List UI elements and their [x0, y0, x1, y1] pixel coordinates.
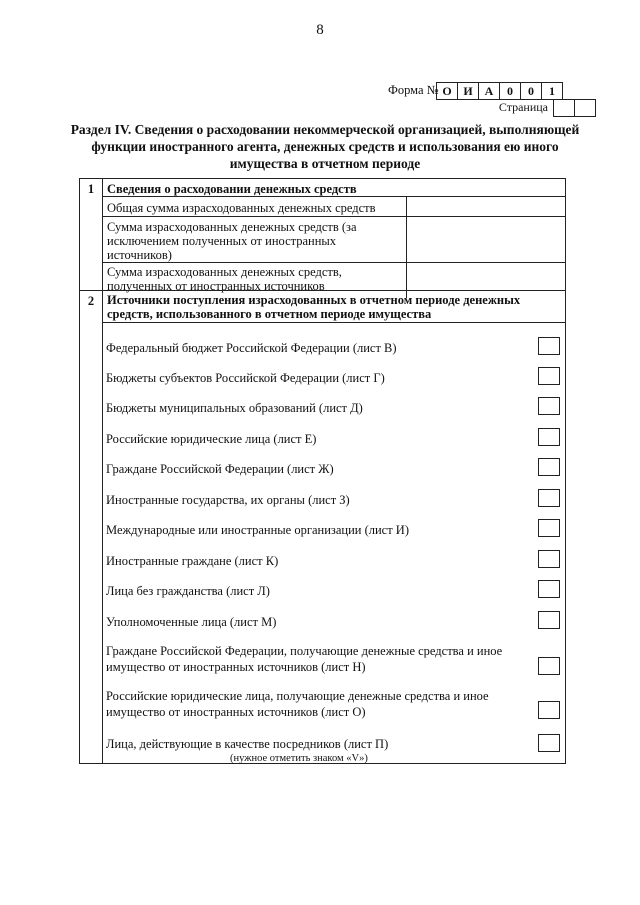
source-municipal-budgets: Бюджеты муниципальных образований (лист Д) [106, 401, 363, 415]
form-code-cell: 1 [541, 82, 563, 100]
number-column-divider [102, 179, 103, 763]
checkbox-authorized-persons[interactable] [538, 611, 560, 629]
checkbox-entities-receiving-foreign-funds[interactable] [538, 701, 560, 719]
page-cell[interactable] [574, 99, 596, 117]
source-entities-receiving-foreign-funds: Российские юридические лица, получающие денежные средства и иное имущество от иностранных источников (лист О) [106, 689, 489, 719]
divider [80, 290, 565, 291]
block-1-row-non-foreign: Сумма израсходованных денежных средств (за исключением полученных от иностранных источников) [107, 220, 357, 262]
form-code-cells [437, 82, 563, 100]
source-stateless-persons: Лица без гражданства (лист Л) [106, 584, 270, 598]
block-1-row-foreign: Сумма израсходованных денежных средств, полученных от иностранных источников [107, 265, 342, 293]
source-regional-budgets: Бюджеты субъектов Российской Федерации (лист Г) [106, 371, 385, 385]
divider [102, 196, 565, 197]
source-authorized-persons: Уполномоченные лица (лист М) [106, 615, 277, 629]
page-number: 8 [316, 22, 324, 38]
divider [102, 262, 565, 263]
form-code-cell: О [436, 82, 458, 100]
form-code-cell: 0 [499, 82, 521, 100]
checkbox-citizens-receiving-foreign-funds[interactable] [538, 657, 560, 675]
block-1-header: Сведения о расходовании денежных средств [107, 182, 357, 196]
page-cell[interactable] [553, 99, 575, 117]
divider [102, 322, 565, 323]
source-foreign-citizens: Иностранные граждане (лист К) [106, 554, 279, 568]
checkbox-russian-citizens[interactable] [538, 458, 560, 476]
source-russian-legal-entities: Российские юридические лица (лист Е) [106, 432, 317, 446]
checkbox-regional-budgets[interactable] [538, 367, 560, 385]
value-total-field[interactable] [407, 204, 557, 214]
value-non-foreign-field[interactable] [407, 221, 557, 259]
source-russian-citizens: Граждане Российской Федерации (лист Ж) [106, 462, 334, 476]
divider [102, 216, 565, 217]
checkbox-intermediaries[interactable] [538, 734, 560, 752]
source-federal-budget: Федеральный бюджет Российской Федерации (лист В) [106, 341, 397, 355]
checkbox-stateless-persons[interactable] [538, 580, 560, 598]
block-2-header: Источники поступления израсходованных в отчетном периоде денежных средств, использованного в отчетном периоде имущества [107, 293, 521, 321]
report-table [79, 178, 566, 764]
page-field [468, 99, 596, 117]
form-code-cell: 0 [520, 82, 542, 100]
form-code-cell: А [478, 82, 500, 100]
form-code-cell: И [457, 82, 479, 100]
checkbox-foreign-states[interactable] [538, 489, 560, 507]
checkbox-foreign-citizens[interactable] [538, 550, 560, 568]
source-citizens-receiving-foreign-funds: Граждане Российской Федерации, получающие денежные средства и иное имущество от иностранных источников (лист Н) [106, 644, 503, 674]
checkbox-federal-budget[interactable] [538, 337, 560, 355]
form-number-label: Форма № [388, 83, 439, 97]
checkbox-note: (нужное отметить знаком «V») [230, 753, 368, 764]
source-intermediaries: Лица, действующие в качестве посредников (лист П) [106, 737, 389, 751]
checkbox-municipal-budgets[interactable] [538, 397, 560, 415]
checkbox-international-organizations[interactable] [538, 519, 560, 537]
source-international-organizations: Международные или иностранные организации (лист И) [106, 523, 409, 537]
source-foreign-states: Иностранные государства, их органы (лист З) [106, 493, 350, 507]
section-title: Раздел IV. Сведения о расходовании некоммерческой организацией, выполняющей функции иностранного агента, денежных средств и использования ею иного имущества в отчетном периоде [70, 122, 580, 171]
block-2-number: 2 [87, 294, 95, 308]
block-1-number: 1 [87, 182, 95, 196]
block-1-row-total: Общая сумма израсходованных денежных средств [107, 201, 376, 215]
value-foreign-field[interactable] [407, 265, 557, 287]
checkbox-russian-legal-entities[interactable] [538, 428, 560, 446]
page-label: Страница [498, 100, 548, 114]
